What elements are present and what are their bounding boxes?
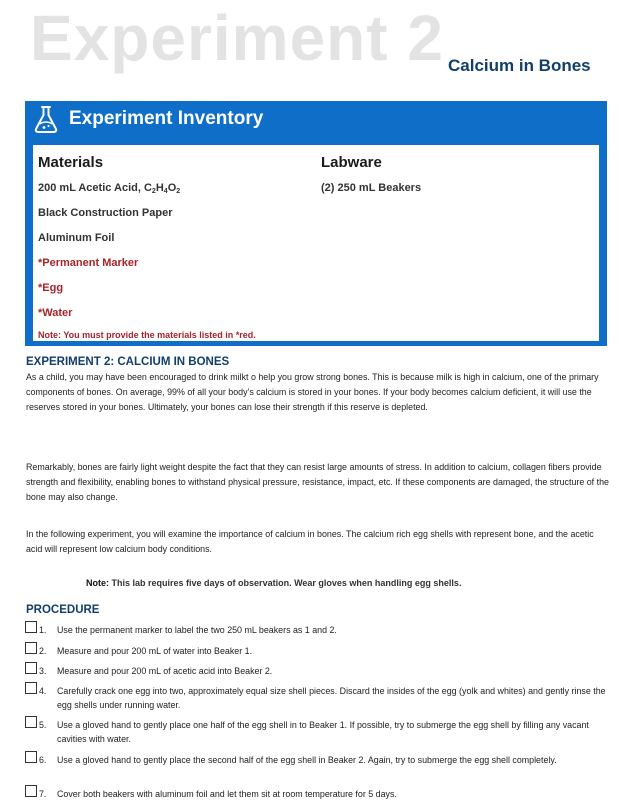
- procedure-step: 3. Measure and pour 200 mL of acetic acid into Beaker 2.: [25, 664, 615, 678]
- intro-paragraph: In the following experiment, you will examine the importance of calcium in bones. The calcium rich egg shells with represent bone, and the acetic acid will represent low calcium body conditions.: [26, 529, 594, 554]
- procedure-step: 4. Carefully crack one egg into two, approximately equal size shell pieces. Discard the insides of the egg (yolk and whites) and gently rinse the egg shells under running water.: [25, 684, 615, 712]
- procedure-step: 5. Use a gloved hand to gently place one half of the egg shell in to Beaker 1. If possible, try to submerge the egg shell by filling any vacant cavities with water.: [25, 718, 615, 746]
- step-checkbox[interactable]: [25, 785, 37, 797]
- flask-icon: [32, 104, 60, 134]
- procedure-step: 2. Measure and pour 200 mL of water into Beaker 1.: [25, 644, 615, 658]
- inventory-header: [25, 101, 607, 137]
- material-item: Aluminum Foil: [38, 232, 115, 244]
- intro-paragraph: Remarkably, bones are fairly light weight despite the fact that they can resist large amounts of stress. In addition to calcium, collagen fibers provide strength and flexibility, enabling bones to withstand physical pressure, resistance, impact, etc. If these components are damaged, the structure of the bone may also change.: [26, 462, 609, 502]
- step-checkbox[interactable]: [25, 621, 37, 633]
- material-acetic-acid: 200 mL Acetic Acid, $C_2H_4O_2$: [38, 182, 181, 195]
- observation-note: Note: This lab requires five days of observation. Wear gloves when handling egg shells.: [86, 578, 462, 588]
- intro-paragraph: As a child, you may have been encouraged to drink milkt o help you grow strong bones. This is because milk is high in calcium, one of the primary components of bones. On average, 99% of all your body’s calcium is stored in your bones. If your body becomes calcium deficient, it will use the reserves stored in your bones. Ultimately, your bones can lose their strength if this reserve is depleted.: [26, 372, 599, 412]
- student-material-item: *Permanent Marker: [38, 257, 139, 269]
- inventory-panel: [25, 137, 607, 346]
- step-checkbox[interactable]: [25, 642, 37, 654]
- step-checkbox[interactable]: [25, 662, 37, 674]
- student-material-item: *Water: [38, 307, 73, 319]
- student-material-item: *Egg: [38, 282, 64, 294]
- experiment-title: Experiment 2: [30, 2, 444, 74]
- procedure-step: 7. Cover both beakers with aluminum foil and let them sit at room temperature for 5 days.: [25, 787, 615, 801]
- inventory-title: Experiment Inventory: [69, 108, 264, 129]
- procedure-heading: PROCEDURE: [26, 604, 100, 616]
- materials-heading: Materials: [38, 154, 104, 171]
- labware-item: (2) 250 mL Beakers: [321, 182, 422, 194]
- material-item: Black Construction Paper: [38, 207, 173, 219]
- intro-heading: EXPERIMENT 2: CALCIUM IN BONES: [26, 356, 230, 368]
- step-checkbox[interactable]: [25, 716, 37, 728]
- step-checkbox[interactable]: [25, 682, 37, 694]
- procedure-step: 1. Use the permanent marker to label the two 250 mL beakers as 1 and 2.: [25, 623, 615, 637]
- procedure-step: 6. Use a gloved hand to gently place the second half of the egg shell in Beaker 2. Again, try to submerge the egg shell completely.: [25, 753, 615, 767]
- labware-heading: Labware: [321, 154, 382, 171]
- experiment-subtitle: Calcium in Bones: [448, 56, 591, 75]
- inventory-note: Note: You must provide the materials listed in *red.: [38, 330, 256, 340]
- step-checkbox[interactable]: [25, 751, 37, 763]
